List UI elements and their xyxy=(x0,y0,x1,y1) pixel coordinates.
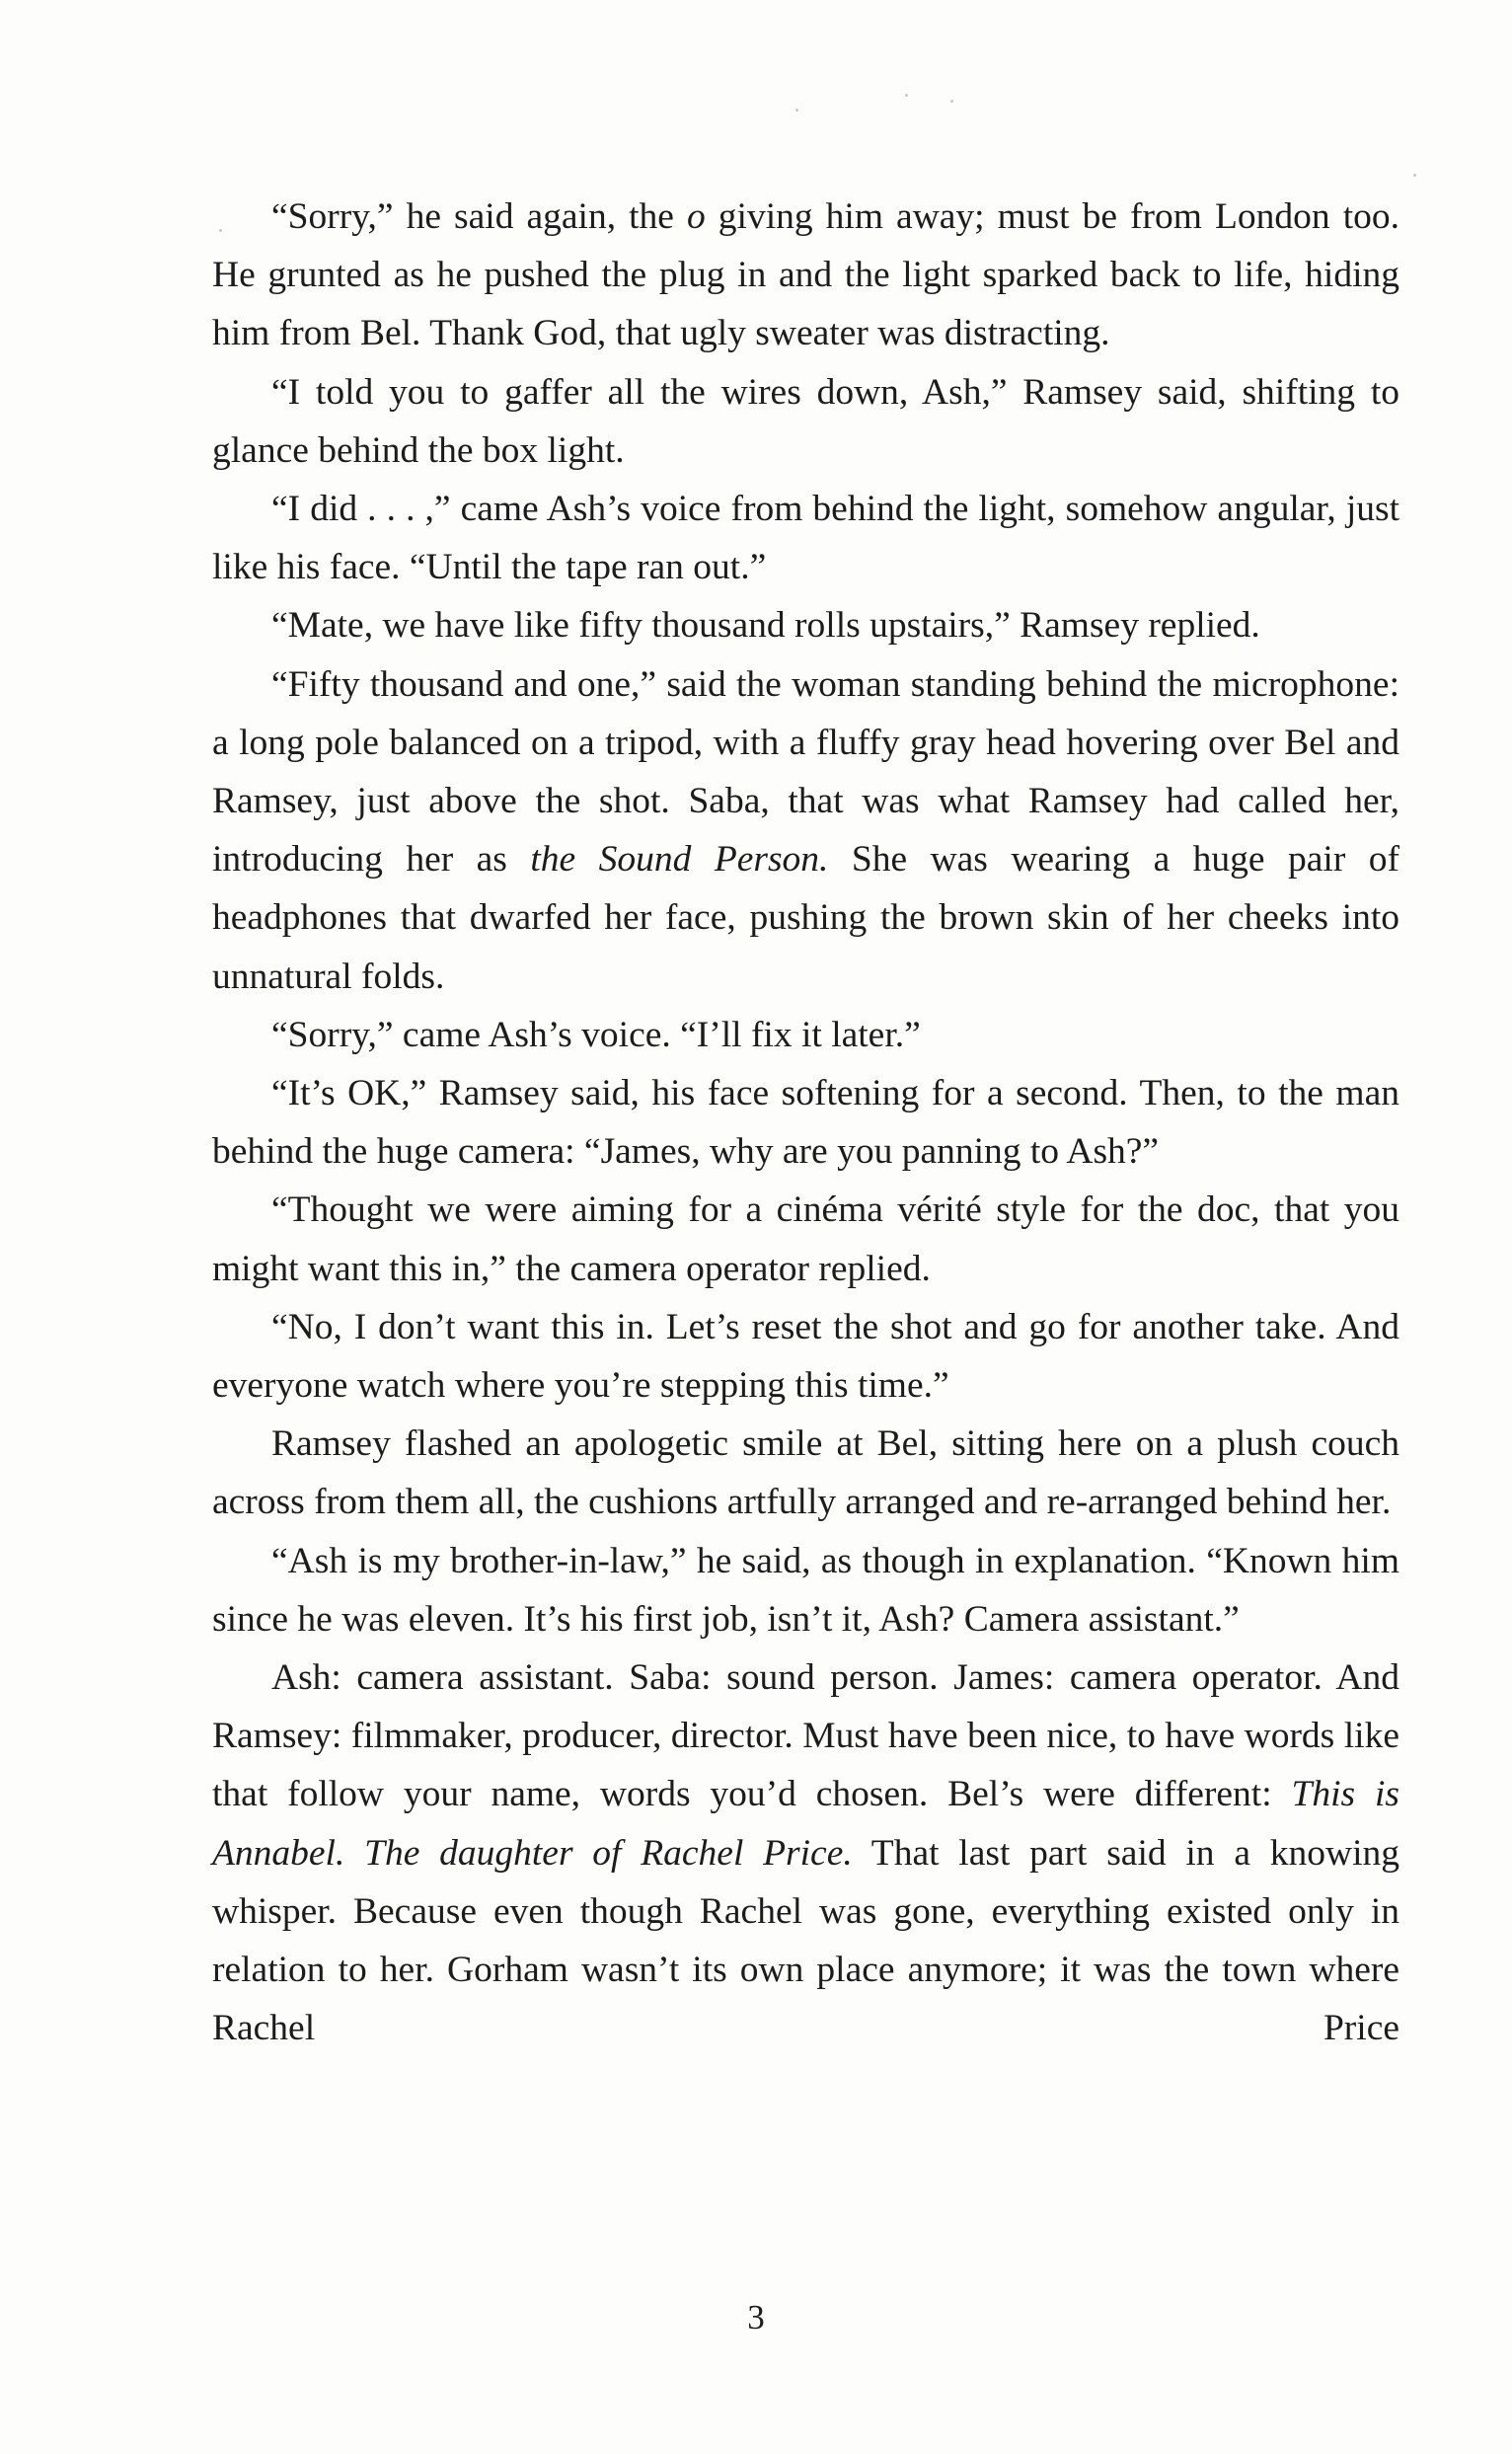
text-run: “No, I don’t want this in. Let’s reset the shot and go for another take. And everyone watch where you’re stepping this time.” xyxy=(212,1306,1399,1407)
italic-text: the Sound Person. xyxy=(530,839,829,881)
text-run: “Ash is my brother-in-law,” he said, as though in explanation. “Known him since he was eleven. It’s his first job, isn’t it, Ash? Camera assistant.” xyxy=(212,1540,1399,1640)
text-run: She was wearing a huge pair of headphones that dwarfed her face, pushing the brown skin of her cheeks into unnatural folds. xyxy=(212,839,1399,997)
paragraph xyxy=(212,1298,1399,1415)
text-run: giving him away; must be from London too. He grunted as he pushed the plug in and the light sparked back to life, hiding him from Bel. Thank God, that ugly sweater was distracting. xyxy=(212,196,1399,354)
paragraph xyxy=(212,1649,1399,2057)
paragraph xyxy=(212,1006,1399,1064)
paragraph xyxy=(212,1415,1399,1531)
text-run: “It’s OK,” Ramsey said, his face softening for a second. Then, to the man behind the huge camera: “James, why are you panning to Ash?” xyxy=(212,1073,1399,1173)
text-run: “Mate, we have like fifty thousand rolls upstairs,” Ramsey replied. xyxy=(271,605,1260,647)
italic-text: This is Annabel. The daughter of Rachel Price. xyxy=(212,1774,1399,1874)
text-run: “I did . . . ,” came Ash’s voice from behind the light, somehow angular, just like his face. “Until the tape ran out.” xyxy=(212,489,1399,588)
page-number: 3 xyxy=(747,2298,765,2337)
paragraph xyxy=(212,1181,1399,1297)
text-run: “Sorry,” came Ash’s voice. “I’ll fix it later.” xyxy=(271,1014,921,1055)
text-run: Ramsey flashed an apologetic smile at Bel, sitting here on a plush couch across from them all, the cushions artfully arranged and re-arranged behind her. xyxy=(212,1423,1399,1523)
text-run: “Fifty thousand and one,” said the woman standing behind the microphone: a long pole balanced on a tripod, with a fluffy gray head hovering over Bel and Ramsey, just above the shot. Saba, that was what Ramsey had called her, introducing her as xyxy=(212,663,1399,881)
text-run: That last part said in a knowing whisper. Because even though Rachel was gone, everything existed only in relation to her. Gorham wasn’t its own place anymore; it was the town where Rachel Price xyxy=(212,1832,1399,2049)
paragraph xyxy=(212,596,1399,654)
paragraph xyxy=(212,363,1399,480)
paragraph xyxy=(212,1532,1399,1649)
page-speck xyxy=(1413,174,1416,177)
italic-text: o xyxy=(686,196,706,237)
page-speck xyxy=(905,94,908,97)
text-run: “Thought we were aiming for a cinéma vérité style for the doc, that you might want this in,” the camera operator replied. xyxy=(212,1189,1399,1289)
body-text xyxy=(212,188,1399,2058)
page-speck xyxy=(950,100,953,103)
page-speck xyxy=(795,109,798,112)
paragraph xyxy=(212,1064,1399,1181)
paragraph xyxy=(212,655,1399,1006)
text-run: “Sorry,” he said again, the xyxy=(271,196,687,237)
paragraph xyxy=(212,480,1399,596)
text-run: “I told you to gaffer all the wires down, Ash,” Ramsey said, shifting to glance behind the box light. xyxy=(212,371,1399,471)
paragraph xyxy=(212,188,1399,363)
text-run: Ash: camera assistant. Saba: sound person. James: camera operator. And Ramsey: filmmaker, producer, director. Must have been nice, to have words like that follow your name, words you’d chosen. Bel’s were different: xyxy=(212,1657,1399,1815)
